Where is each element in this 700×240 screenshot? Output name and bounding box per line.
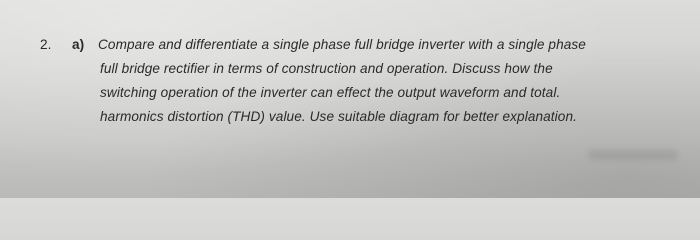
blurred-watermark <box>588 150 678 160</box>
question-line-2 <box>40 57 680 81</box>
question-line-1 <box>40 33 680 57</box>
question-text-line: harmonics distortion (THD) value. Use suitable diagram for better explanation. <box>100 109 577 124</box>
question-part-label: a) <box>72 37 85 52</box>
question-text-line: full bridge rectifier in terms of construction and operation. Discuss how the <box>100 61 553 76</box>
question-line-3 <box>40 81 680 105</box>
question-block <box>40 33 680 129</box>
question-number: 2. <box>40 37 52 52</box>
question-text-line: switching operation of the inverter can effect the output waveform and total. <box>100 85 561 100</box>
question-line-4 <box>40 105 680 129</box>
question-text-line: Compare and differentiate a single phase full bridge inverter with a single phase <box>98 37 586 52</box>
